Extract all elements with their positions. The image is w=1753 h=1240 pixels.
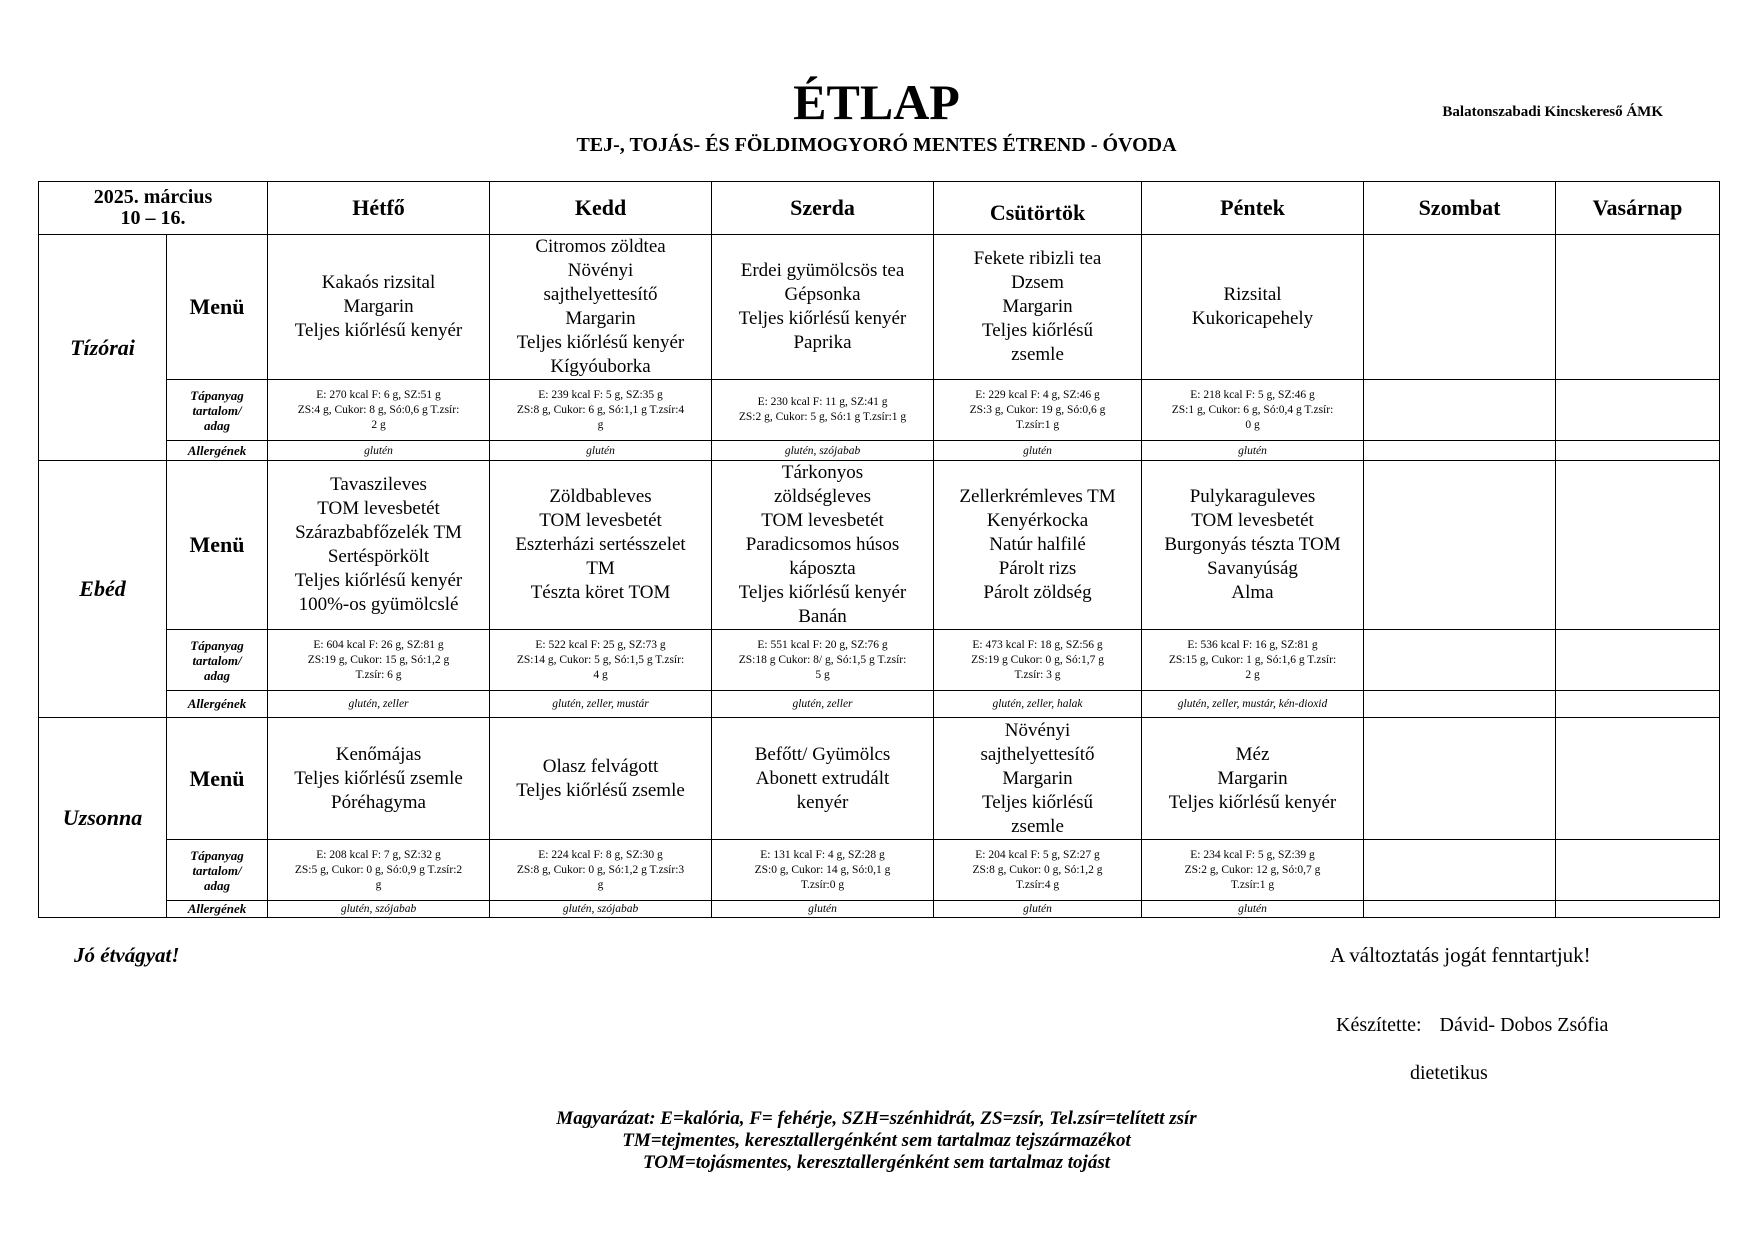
text-line: Citromos zöldtea <box>535 236 666 257</box>
text-line: Banán <box>798 606 847 627</box>
text-line: E: 204 kcal F: 5 g, SZ:27 g <box>975 848 1100 861</box>
menu-cell <box>712 461 934 630</box>
allergen-cell: glutén, zeller, halak <box>934 691 1142 718</box>
text-line: ZS:0 g, Cukor: 14 g, Só:0,1 g <box>754 863 891 876</box>
allergen-cell: glutén <box>268 441 490 461</box>
legend-line: TM=tejmentes, keresztallergénként sem tartalmaz tejszármazékot <box>622 1130 1131 1151</box>
text-line: ZS:8 g, Cukor: 0 g, Só:1,2 g T.zsír:3 <box>516 863 685 876</box>
text-line: E: 473 kcal F: 18 g, SZ:56 g <box>972 638 1103 651</box>
text-line: ZS:19 g, Cukor: 15 g, Só:1,2 g <box>307 653 450 666</box>
allergen-cell: glutén, zeller, mustár <box>490 691 712 718</box>
menu-cell <box>934 235 1142 380</box>
text-line: 100%-os gyümölcslé <box>298 594 459 615</box>
text-line: Teljes kiőrlésű kenyér <box>738 308 907 329</box>
nutrient-cell <box>1556 630 1720 691</box>
text-line: Kakaós rizsital <box>321 272 436 293</box>
text-line: Párolt zöldség <box>983 582 1092 603</box>
text-line: Növényi <box>1004 719 1071 741</box>
day-header-thursday: Csütörtök <box>934 182 1142 235</box>
text-line: ZS:2 g, Cukor: 5 g, Só:1 g T.zsír:1 g <box>738 411 907 423</box>
text-line: Paradicsomos húsos <box>745 534 900 555</box>
text-line: TOM levesbetét <box>317 498 440 519</box>
text-line: tartalom/ <box>192 862 242 878</box>
text-line: Teljes kiőrlésű kenyér <box>294 320 463 341</box>
text-line: E: 229 kcal F: 4 g, SZ:46 g <box>975 388 1100 401</box>
allergen-cell: glutén, szójabab <box>712 441 934 461</box>
text-line: Dzsem <box>1011 272 1064 293</box>
text-line: Teljes kiőrlésű kenyér <box>1168 791 1337 813</box>
text-line: Tápanyag <box>190 387 244 403</box>
author-role: dietetikus <box>1410 1062 1488 1084</box>
text-line: Sertéspörkölt <box>327 546 430 567</box>
text-line: ZS:15 g, Cukor: 1 g, Só:1,6 g T.zsír: <box>1168 653 1337 666</box>
text-line: Méz <box>1235 743 1270 765</box>
text-line: Savanyúság <box>1207 558 1298 579</box>
text-line: Teljes kiőrlésű <box>981 791 1094 813</box>
text-line: ZS:4 g, Cukor: 8 g, Só:0,6 g T.zsír: <box>297 403 460 416</box>
text-line: Szárazbabfőzelék TM <box>295 522 462 543</box>
text-line: tartalom/ <box>192 402 242 418</box>
text-line: Natúr halfilé <box>989 534 1086 555</box>
allergen-label: Allergének <box>167 691 268 718</box>
text-line: Paprika <box>793 332 852 353</box>
menu-row-tizorai <box>39 235 1720 380</box>
text-line: g <box>597 878 604 891</box>
week-month: 2025. március <box>93 186 213 208</box>
text-line: Teljes kiőrlésű kenyér <box>516 332 685 353</box>
text-line: Fekete ribizli tea <box>973 248 1102 269</box>
text-line: T.zsír:4 g <box>1015 878 1060 891</box>
text-line: Növényi <box>567 260 634 281</box>
menu-cell <box>268 461 490 630</box>
text-line: adag <box>204 417 230 433</box>
day-header-monday: Hétfő <box>268 182 490 235</box>
text-line: zsemle <box>1011 815 1064 837</box>
text-line: Teljes kiőrlésű kenyér <box>738 582 907 603</box>
text-line: Olasz felvágott <box>542 755 659 777</box>
text-line: ZS:8 g, Cukor: 0 g, Só:1,2 g <box>972 863 1103 876</box>
text-line: E: 230 kcal F: 11 g, SZ:41 g <box>757 396 888 408</box>
text-line: g <box>375 878 382 891</box>
menu-cell <box>268 718 490 840</box>
text-line: káposzta <box>789 558 856 579</box>
nutrient-cell <box>490 840 712 901</box>
text-line: Kenyérkocka <box>986 510 1089 531</box>
nutrient-row-ebed <box>39 630 1720 691</box>
text-line: Kukoricapehely <box>1191 308 1314 329</box>
text-line: Margarin <box>1217 767 1288 789</box>
organization-name: Balatonszabadi Kincskereső ÁMK <box>1442 104 1663 120</box>
made-by-name: Dávid- Dobos Zsófia <box>1439 1014 1609 1036</box>
text-line: 2 g <box>371 418 386 431</box>
menu-cell <box>1556 461 1720 630</box>
text-line: Eszterházi sertésszelet <box>515 534 686 555</box>
text-line: E: 536 kcal F: 16 g, SZ:81 g <box>1187 638 1318 651</box>
text-line: Befőtt/ Gyümölcs <box>754 743 891 765</box>
allergen-cell: glutén <box>934 901 1142 918</box>
text-line: Gépsonka <box>784 284 861 305</box>
text-line: Póréhagyma <box>331 791 426 813</box>
text-line: E: 234 kcal F: 5 g, SZ:39 g <box>1190 848 1315 861</box>
text-line: Teljes kiőrlésű kenyér <box>294 570 463 591</box>
menu-cell <box>1364 461 1556 630</box>
week-range: 10 – 16. <box>120 207 186 229</box>
text-line: T.zsír: 6 g <box>355 668 402 681</box>
allergen-row-uzsonna <box>39 901 1720 918</box>
nutrient-cell <box>490 630 712 691</box>
greeting: Jó étvágyat! <box>74 943 180 967</box>
meal-name-tizorai: Tízórai <box>39 235 167 461</box>
allergen-cell <box>1364 691 1556 718</box>
allergen-cell <box>1556 691 1720 718</box>
text-line: Kenőmájas <box>335 743 422 765</box>
menu-row-ebed <box>39 461 1720 630</box>
header-row <box>39 182 1720 235</box>
text-line: E: 270 kcal F: 6 g, SZ:51 g <box>316 388 441 401</box>
week-date-cell <box>39 182 268 235</box>
text-line: E: 131 kcal F: 4 g, SZ:28 g <box>760 848 885 861</box>
text-line: E: 551 kcal F: 20 g, SZ:76 g <box>757 638 888 651</box>
day-header-sunday: Vasárnap <box>1556 182 1720 235</box>
meal-name-ebed: Ebéd <box>39 461 167 718</box>
text-line: sajthelyettesítő <box>543 284 658 305</box>
nutrient-label <box>167 630 268 691</box>
allergen-cell <box>1364 441 1556 461</box>
menu-row-uzsonna <box>39 718 1720 840</box>
menu-cell <box>490 235 712 380</box>
nutrient-cell <box>934 840 1142 901</box>
text-line: Zellerkrémleves TM <box>959 486 1116 507</box>
text-line: Tápanyag <box>190 637 244 653</box>
page-title: ÉTLAP <box>793 74 960 130</box>
allergen-label: Allergének <box>167 441 268 461</box>
text-line: T.zsír:1 g <box>1230 878 1275 891</box>
nutrient-cell <box>268 840 490 901</box>
text-line: T.zsír: 3 g <box>1014 668 1061 681</box>
text-line: Burgonyás tészta TOM <box>1164 534 1341 555</box>
text-line: E: 224 kcal F: 8 g, SZ:30 g <box>538 848 663 861</box>
text-line: Erdei gyümölcsös tea <box>740 260 905 281</box>
menu-label: Menü <box>167 235 268 380</box>
nutrient-row-tizorai <box>39 380 1720 441</box>
text-line: Teljes kiőrlésű zsemle <box>516 779 685 801</box>
text-line: Tészta köret TOM <box>530 582 671 603</box>
text-line: Rizsital <box>1223 284 1282 305</box>
text-line: ZS:18 g Cukor: 8/ g, Só:1,5 g T.zsír: <box>738 653 907 666</box>
legend <box>0 1108 1753 1174</box>
nutrient-cell <box>1364 840 1556 901</box>
text-line: zöldségleves <box>773 486 872 507</box>
nutrient-cell <box>934 380 1142 441</box>
menu-cell <box>1556 235 1720 380</box>
nutrient-cell <box>268 380 490 441</box>
nutrient-cell <box>1556 380 1720 441</box>
menu-label: Menü <box>167 461 268 630</box>
menu-cell <box>712 235 934 380</box>
text-line: ZS:14 g, Cukor: 5 g, Só:1,5 g T.zsír: <box>516 653 685 666</box>
made-by-label: Készítette: <box>1336 1014 1422 1036</box>
disclaimer: A változtatás jogát fenntartjuk! <box>1330 943 1591 967</box>
text-line: tartalom/ <box>192 652 242 668</box>
allergen-cell: glutén, szójabab <box>268 901 490 918</box>
text-line: TM <box>586 558 615 579</box>
text-line: Párolt rizs <box>998 558 1077 579</box>
menu-cell <box>934 718 1142 840</box>
day-header-friday: Péntek <box>1142 182 1364 235</box>
text-line: adag <box>204 667 230 683</box>
text-line: TOM levesbetét <box>1191 510 1314 531</box>
text-line: Tavaszileves <box>330 474 427 495</box>
allergen-cell <box>1556 901 1720 918</box>
nutrient-cell <box>1142 630 1364 691</box>
day-header-wednesday: Szerda <box>712 182 934 235</box>
text-line: Pulykaraguleves <box>1189 486 1316 507</box>
text-line: 0 g <box>1245 418 1260 431</box>
menu-cell <box>1142 461 1364 630</box>
allergen-cell: glutén <box>934 441 1142 461</box>
menu-cell <box>1364 235 1556 380</box>
menu-cell <box>490 461 712 630</box>
nutrient-cell <box>712 380 934 441</box>
allergen-cell <box>1364 901 1556 918</box>
menu-cell <box>268 235 490 380</box>
text-line: sajthelyettesítő <box>980 743 1095 765</box>
text-line: g <box>597 418 604 431</box>
menu-cell <box>1556 718 1720 840</box>
text-line: 2 g <box>1245 668 1260 681</box>
text-line: E: 522 kcal F: 25 g, SZ:73 g <box>535 638 666 651</box>
text-line: Margarin <box>565 308 636 329</box>
menu-cell <box>1142 718 1364 840</box>
text-line: E: 218 kcal F: 5 g, SZ:46 g <box>1190 388 1315 401</box>
text-line: 5 g <box>815 668 830 681</box>
menu-label: Menü <box>167 718 268 840</box>
allergen-cell: glutén <box>490 441 712 461</box>
nutrient-cell <box>1364 380 1556 441</box>
text-line: Tárkonyos <box>781 462 864 483</box>
nutrient-label <box>167 380 268 441</box>
made-by <box>1336 1014 1608 1037</box>
allergen-cell <box>1556 441 1720 461</box>
nutrient-cell <box>712 630 934 691</box>
nutrient-cell <box>934 630 1142 691</box>
text-line: ZS:8 g, Cukor: 6 g, Só:1,1 g T.zsír:4 <box>516 403 685 416</box>
text-line: TOM levesbetét <box>539 510 662 531</box>
day-header-saturday: Szombat <box>1364 182 1556 235</box>
menu-cell <box>490 718 712 840</box>
text-line: Tápanyag <box>190 847 244 863</box>
text-line: ZS:19 g Cukor: 0 g, Só:1,7 g <box>971 653 1104 666</box>
weekly-menu-table <box>38 181 1720 918</box>
allergen-cell: glutén <box>712 901 934 918</box>
menu-cell <box>1142 235 1364 380</box>
menu-cell <box>934 461 1142 630</box>
text-line: E: 208 kcal F: 7 g, SZ:32 g <box>316 848 441 861</box>
text-line: Teljes kiőrlésű <box>981 320 1094 341</box>
text-line: T.zsír:0 g <box>800 878 845 891</box>
allergen-cell: glutén, zeller <box>268 691 490 718</box>
allergen-cell: glutén, zeller, mustár, kén-dioxid <box>1142 691 1364 718</box>
text-line: ZS:5 g, Cukor: 0 g, Só:0,9 g T.zsír:2 <box>294 863 463 876</box>
allergen-cell: glutén, szójabab <box>490 901 712 918</box>
allergen-cell: glutén <box>1142 901 1364 918</box>
menu-cell <box>712 718 934 840</box>
text-line: Alma <box>1231 582 1274 603</box>
allergen-row-ebed <box>39 691 1720 718</box>
text-line: T.zsír:1 g <box>1015 418 1060 431</box>
allergen-cell: glutén, zeller <box>712 691 934 718</box>
nutrient-row-uzsonna <box>39 840 1720 901</box>
day-header-tuesday: Kedd <box>490 182 712 235</box>
text-line: Zöldbableves <box>549 486 652 507</box>
text-line: ZS:2 g, Cukor: 12 g, Só:0,7 g <box>1184 863 1321 876</box>
text-line: kenyér <box>796 791 849 813</box>
text-line: Abonett extrudált <box>755 767 890 789</box>
legend-line: TOM=tojásmentes, keresztallergénként sem tartalmaz tojást <box>642 1152 1111 1173</box>
nutrient-cell <box>268 630 490 691</box>
nutrient-cell <box>490 380 712 441</box>
allergen-cell: glutén <box>1142 441 1364 461</box>
nutrient-cell <box>1142 840 1364 901</box>
text-line: E: 239 kcal F: 5 g, SZ:35 g <box>538 388 663 401</box>
page-subtitle: TEJ-, TOJÁS- ÉS FÖLDIMOGYORÓ MENTES ÉTREND - ÓVODA <box>576 134 1177 156</box>
legend-line: Magyarázat: E=kalória, F= fehérje, SZH=szénhidrát, ZS=zsír, Tel.zsír=telített zsír <box>556 1108 1197 1129</box>
allergen-label: Allergének <box>167 901 268 918</box>
nutrient-cell <box>712 840 934 901</box>
text-line: zsemle <box>1011 344 1064 365</box>
text-line: Margarin <box>343 296 414 317</box>
allergen-row-tizorai <box>39 441 1720 461</box>
nutrient-cell <box>1556 840 1720 901</box>
text-line: Margarin <box>1002 767 1073 789</box>
text-line: adag <box>204 877 230 893</box>
text-line: Teljes kiőrlésű zsemle <box>294 767 463 789</box>
meal-name-uzsonna: Uzsonna <box>39 718 167 918</box>
nutrient-cell <box>1142 380 1364 441</box>
text-line: E: 604 kcal F: 26 g, SZ:81 g <box>313 638 444 651</box>
text-line: ZS:1 g, Cukor: 6 g, Só:0,4 g T.zsír: <box>1171 403 1334 416</box>
nutrient-cell <box>1364 630 1556 691</box>
text-line: 4 g <box>593 668 608 681</box>
text-line: Kígyóuborka <box>550 356 651 377</box>
nutrient-label <box>167 840 268 901</box>
text-line: Margarin <box>1002 296 1073 317</box>
menu-cell <box>1364 718 1556 840</box>
text-line: ZS:3 g, Cukor: 19 g, Só:0,6 g <box>969 403 1106 416</box>
text-line: TOM levesbetét <box>761 510 884 531</box>
